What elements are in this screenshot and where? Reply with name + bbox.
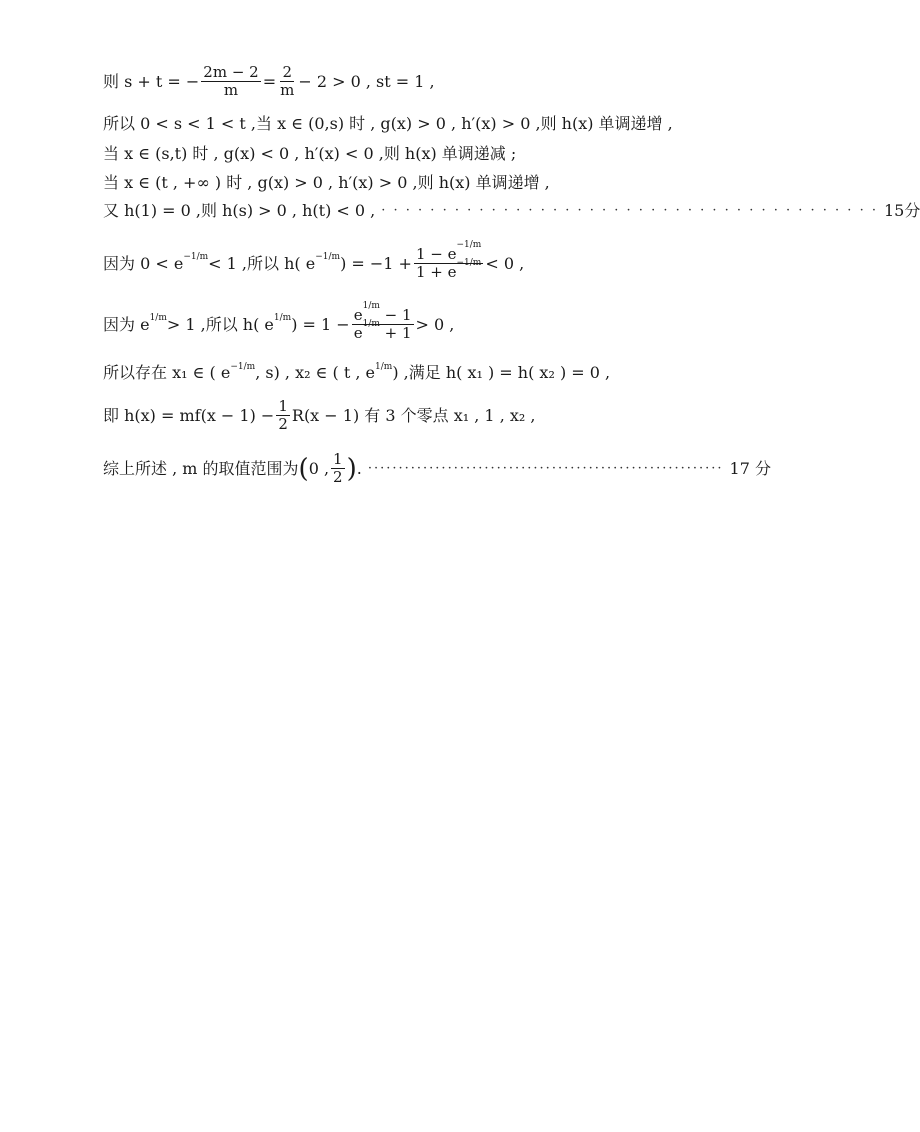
interval-lower-bound: 0 , [308,458,330,478]
fraction-denominator [414,258,483,281]
interval-right-paren: ) [346,453,357,484]
fraction-one-half [276,398,290,433]
solution-line-2 [103,113,760,135]
exponent: 1/m [375,361,393,372]
exponent: 1/m [273,313,292,323]
exponent: −1/m [183,252,209,262]
line9-suffix: R(x − 1) 有 3 个零点 x₁ , 1 , x₂ , [291,405,536,425]
line6-mid2: ) = −1 + [340,253,412,273]
line6-mid: < 1 ,所以 h( e [208,253,316,273]
line9-prefix: 即 h(x) = mf(x − 1) − [103,405,275,425]
fraction-numerator: 2m − 2 [203,63,259,81]
fraction-denominator: 2 [278,415,288,433]
line1-prefix: 则 s + t = − [103,71,200,91]
line4-text: 当 x ∈ (t , +∞ ) 时 , g(x) > 0 , h′(x) > 0 ,则 h(x) 单调递增 , [103,173,550,192]
line5-text: 又 h(1) = 0 ,则 h(s) > 0 , h(t) < 0 , [103,201,376,220]
fraction-numerator: 1 [333,450,343,468]
fraction-numerator: 2 [282,63,293,81]
line8-prefix: 所以存在 x₁ ∈ ( e [103,363,231,382]
exponent: −1/m [456,240,482,250]
dotted-leader: · · · · · · · · · · · · · · · · · · · · · · · · · · · · · · · · · · · · · · · · · [381,203,878,218]
line6-suffix: < 0 , [485,253,525,273]
fraction-numerator [352,301,414,325]
line2-text: 所以 0 < s < 1 < t ,当 x ∈ (0,s) 时 , g(x) > 0 , h′(x) > 0 ,则 h(x) 单调递增 , [103,114,673,133]
solution-line-1 [103,64,760,99]
solution-line-9 [103,398,760,433]
denominator-tail: + 1 [379,324,412,342]
interval-left-paren: ( [298,453,309,484]
solution-line-6 [103,240,760,281]
numerator-base: e [353,306,363,324]
line7-mid2: ) = 1 − [291,314,350,334]
line7-suffix: > 0 , [415,314,455,334]
exponent: 1/m [149,313,167,323]
solution-line-5 [103,200,920,222]
denominator-base: e [353,324,363,342]
line8-mid: , s) , x₂ ∈ ( t , e [255,363,376,382]
denominator-text: 1 + e [415,263,457,281]
exponent: 1/m [362,301,380,311]
line6-prefix: 因为 0 < e [103,253,184,273]
line10-suffix: . [356,458,362,478]
fraction-denominator: m [223,81,239,99]
line10-prefix: 综上所述 , m 的取值范围为 [103,458,299,478]
score-17: 17 分 [729,458,771,478]
numerator-text: 1 − e [415,245,457,263]
exponent: 1/m [362,319,380,329]
solution-line-3 [103,143,760,165]
line1-suffix: − 2 > 0 , st = 1 , [298,71,435,91]
fraction-2-over-m [278,64,296,99]
fraction-1-minus-e-over-1-plus-e [414,240,483,281]
solution-line-10 [103,450,771,486]
equals-sign: = [262,71,277,91]
fraction-e-minus-1-over-e-plus-1 [352,301,414,342]
solution-line-4 [103,172,760,194]
fraction-denominator: m [280,81,295,99]
fraction-2m-minus-2-over-m [201,64,260,99]
exponent: −1/m [230,361,256,372]
exponent: −1/m [315,252,341,262]
numerator-tail: − 1 [379,306,412,324]
fraction-one-half [331,451,345,486]
solution-line-8 [103,362,760,384]
score-15: 15分 [883,201,920,220]
fraction-denominator [352,319,414,342]
fraction-numerator: 1 [278,397,288,415]
line7-prefix: 因为 e [103,314,150,334]
dotted-leader: ·························································· [367,460,724,476]
solution-line-7 [103,301,760,342]
fraction-denominator: 2 [333,468,343,486]
line8-suffix: ) ,满足 h( x₁ ) = h( x₂ ) = 0 , [392,363,611,382]
line7-mid: > 1 ,所以 h( e [166,314,274,334]
exponent: −1/m [456,258,482,268]
line3-text: 当 x ∈ (s,t) 时 , g(x) < 0 , h′(x) < 0 ,则 h(x) 单调递减 ; [103,144,517,163]
